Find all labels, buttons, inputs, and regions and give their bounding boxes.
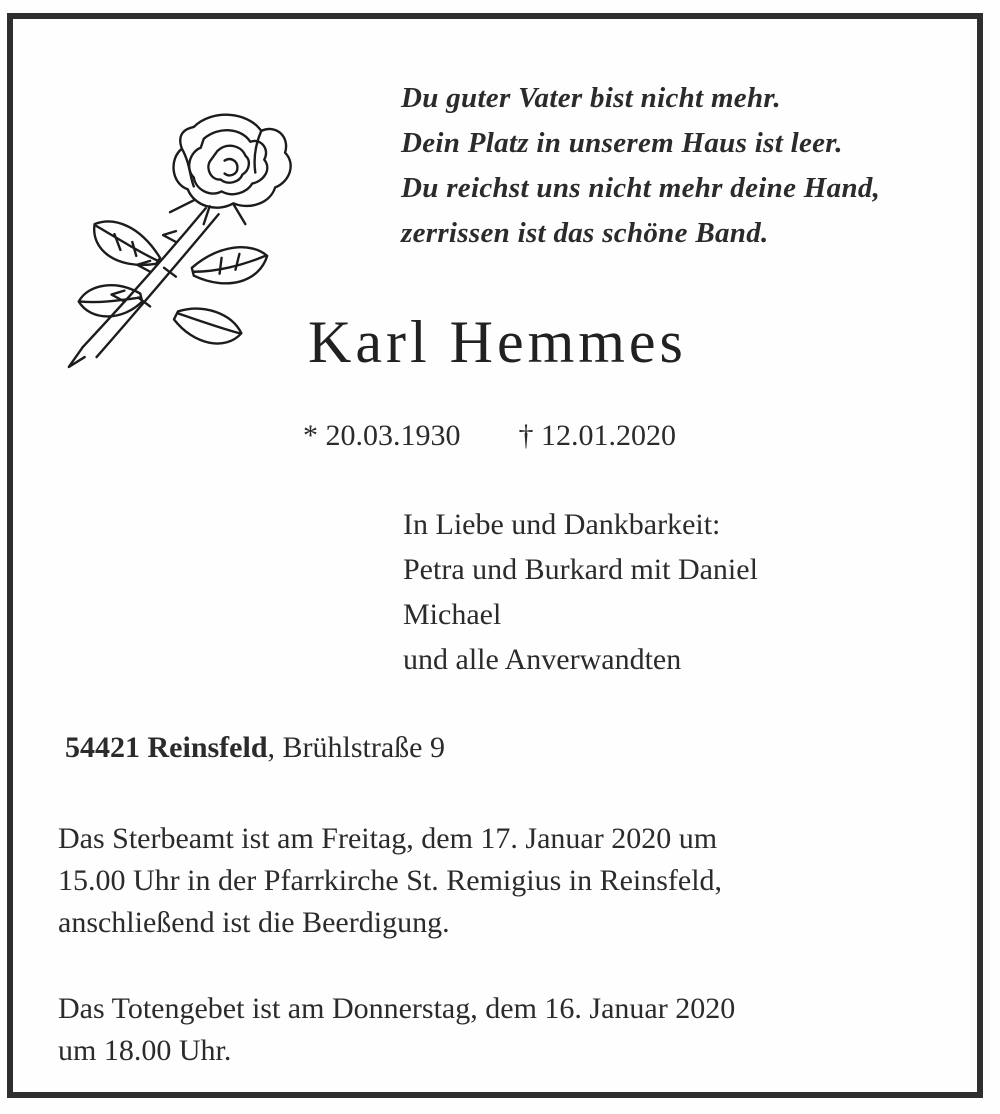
service-line: anschließend ist die Beerdigung. [58, 906, 450, 939]
life-dates [303, 419, 676, 453]
service-paragraph [58, 818, 722, 944]
poem-line: zerrissen ist das schöne Band. [401, 217, 769, 249]
rose-icon [45, 107, 293, 375]
notice-frame [7, 13, 983, 1098]
mourners-line: Michael [403, 598, 502, 631]
mourners-line: Petra und Burkard mit Daniel [403, 553, 758, 586]
death-date: † 12.01.2020 [518, 419, 676, 452]
prayer-paragraph [58, 988, 735, 1072]
service-line: Das Sterbeamt ist am Freitag, dem 17. Januar 2020 um [58, 822, 718, 855]
poem-line: Dein Platz in unserem Haus ist leer. [401, 127, 843, 159]
address-street: , Brühlstraße 9 [267, 731, 445, 764]
deceased-name: Karl Hemmes [308, 309, 687, 375]
poem [401, 76, 880, 256]
poem-line: Du reichst uns nicht mehr deine Hand, [401, 172, 881, 204]
service-line: 15.00 Uhr in der Pfarrkirche St. Remigius in Reinsfeld, [58, 864, 723, 897]
birth-date: * 20.03.1930 [303, 419, 461, 452]
poem-line: Du guter Vater bist nicht mehr. [401, 82, 781, 114]
prayer-line: um 18.00 Uhr. [58, 1034, 232, 1067]
mourners-line: In Liebe und Dankbarkeit: [403, 508, 721, 541]
address-line [65, 731, 445, 765]
mourners-line: und alle Anverwandten [403, 643, 682, 676]
prayer-line: Das Totengebet ist am Donnerstag, dem 16. Januar 2020 [58, 992, 736, 1025]
address-postal-city: 54421 Reinsfeld [65, 731, 268, 764]
mourners-block [403, 502, 758, 682]
